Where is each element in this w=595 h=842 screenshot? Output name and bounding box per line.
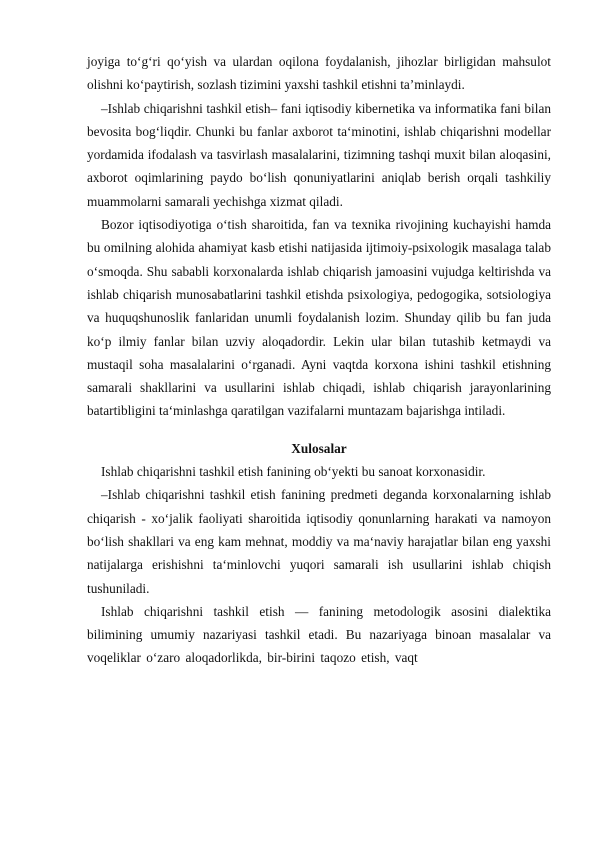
paragraph-market-economy: Bozor iqtisodiyotiga o‘tish sharoitida, fan va texnika rivojining kuchayishi hamda bu omilning alohida ahamiyat kasb etishi natijasida ijtimoiy-psixologik masalaga talab o‘smoqda. Shu sababli korxonalarda ishlab chiqarish jamoasini vujudga keltirishda va ishlab chiqarish munosabatlarini tashkil etishda psixologiya, pedogogika, sotsiologiya va huquqshunoslik fanlaridan unumli foydalanish lozim. Shunday qilib bu fan juda ko‘p ilmiy fanlar bilan uzviy aloqadordir. Lekin ular bilan tutashib ketmaydi va mustaqil soha masalalarini o‘rganadi. Ayni vaqtda korxona ishini tashkil etishning samarali shakllarini va usullarini ishlab chiqadi, ishlab chiqarish jarayonlarining batartibligini ta‘minlashga qaratilgan vazifalarni muntazam bajarishga intiladi. [87,217,551,419]
paragraph-object: Ishlab chiqarishni tashkil etish fanining ob‘yekti bu sanoat korxonasidir. [101,464,486,480]
paragraph-subject: –Ishlab chiqarishni tashkil etish fanining predmeti deganda korxonalarning ishlab chiqarish - xo‘jalik faoliyati sharoitida iqtisodiy qonunlarning harakati va namoyon bo‘lish shakllari va eng kam mehnat, moddiy va ma‘naviy harajatlar bilan eng yaxshi natijalarga erishishni ta‘minlovchi yuqori samarali ish usullarini ishlab chiqish tushuniladi. [87,487,551,596]
paragraph-continuation: joyiga to‘g‘ri qo‘yish va ulardan oqilona foydalanish, jihozlar birligidan mahsulot olishni ko‘paytirish, sozlash tizimini yaxshi tashkil etishni ta’minlaydi. [87,54,551,93]
section-heading-conclusions: Xulosalar [291,440,347,456]
document-body [87,50,551,670]
paragraph-methodology: Ishlab chiqarishni tashkil etish — fanining metodologik asosini dialektika bilimining umumiy nazariyasi tashkil etadi. Bu nazariyaga binoan masalalar va voqeliklar o‘zaro aloqadorlikda, bir-birini taqozo etish, vaqt [87,603,551,666]
paragraph-cybernetics: –Ishlab chiqarishni tashkil etish– fani iqtisodiy kibernetika va informatika fani bilan bevosita bog‘liqdir. Chunki bu fanlar axborot ta‘minotini, ishlab chiqarishni modellar yordamida ifodalash va tasvirlash masalalarini, tizimning tashqi muxit bilan aloqasini, axborot oqimlarining paydo bo‘lish qonuniyatlarini aniqlab berish orqali tashkiliy muammolarni samarali yechishga xizmat qiladi. [87,100,551,209]
